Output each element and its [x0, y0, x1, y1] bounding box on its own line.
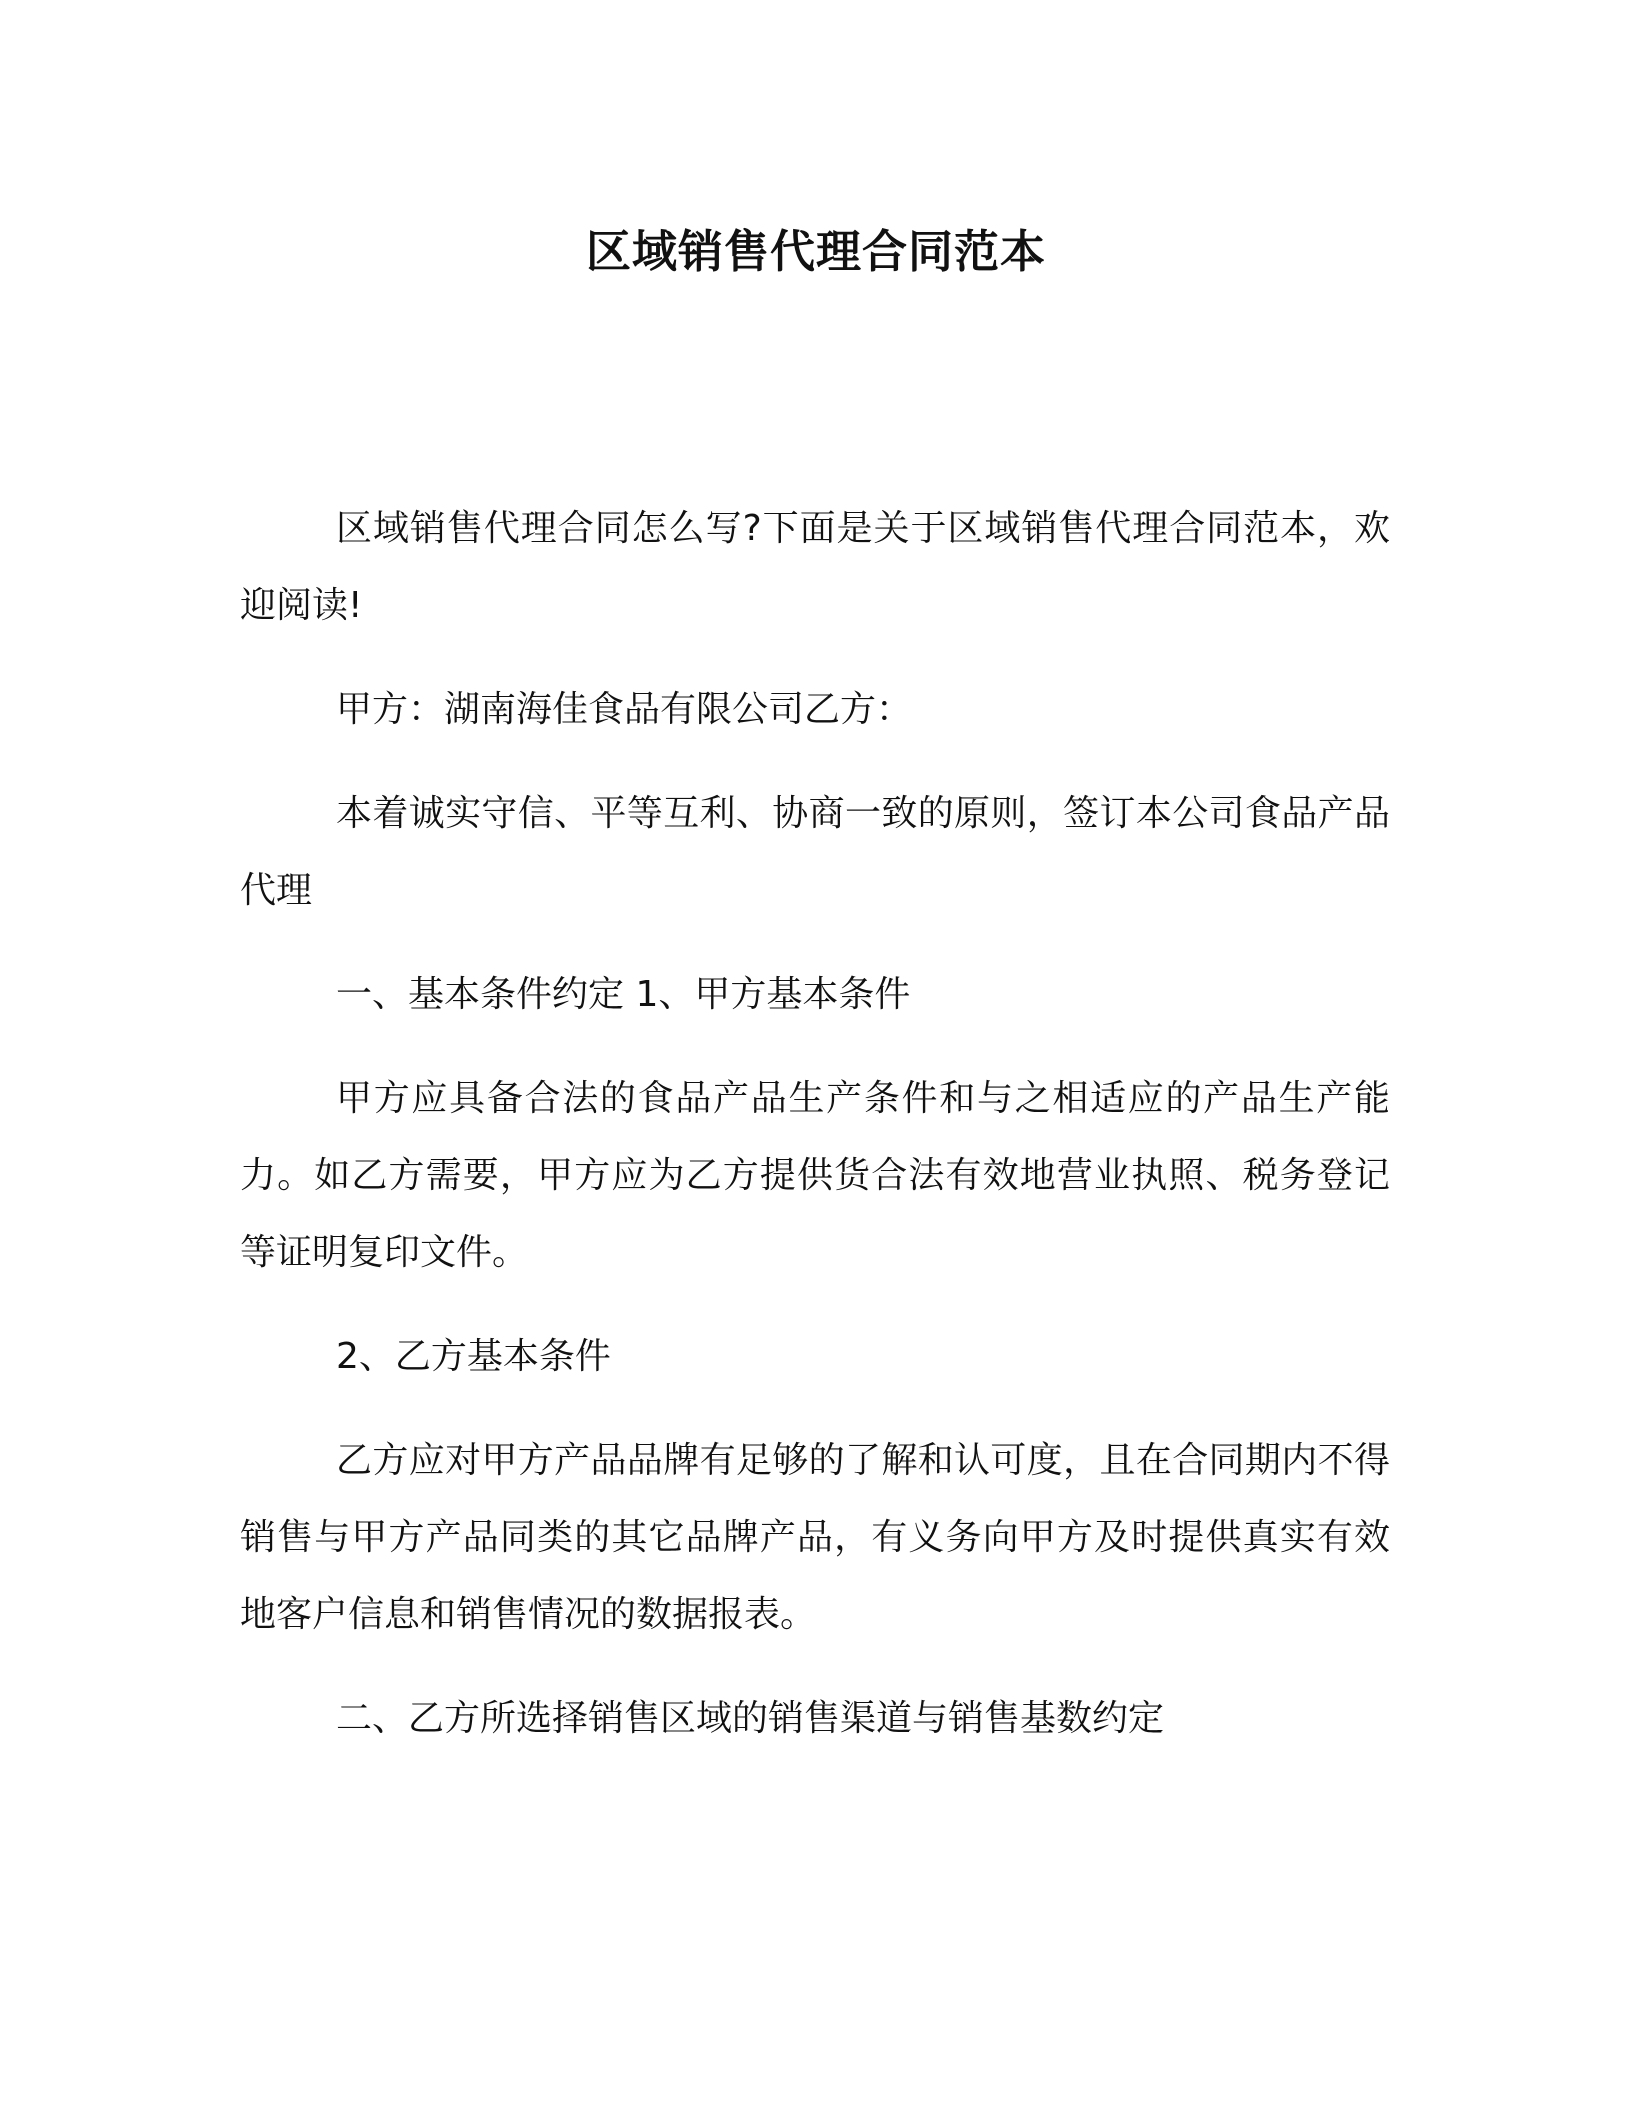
paragraph-principle: 本着诚实守信、平等互利、协商一致的原则，签订本公司食品产品代理: [240, 793, 1390, 911]
document-body: [240, 490, 1390, 1784]
subheading-party-b-conditions: 2、乙方基本条件: [336, 1336, 611, 1377]
document-title: 区域销售代理合同范本: [585, 225, 1046, 278]
paragraph-party-b-conditions: 乙方应对甲方产品品牌有足够的了解和认可度，且在合同期内不得销售与甲方产品同类的其它品牌产品，有义务向甲方及时提供真实有效地客户信息和销售情况的数据报表。: [240, 1440, 1390, 1635]
paragraph-parties: 甲方：湖南海佳食品有限公司乙方：: [336, 689, 913, 730]
paragraph-party-a-conditions: 甲方应具备合法的食品产品生产条件和与之相适应的产品生产能力。如乙方需要，甲方应为乙方提供货合法有效地营业执照、税务登记等证明复印文件。: [240, 1078, 1390, 1273]
section-heading-sales-channels: 二、乙方所选择销售区域的销售渠道与销售基数约定: [336, 1698, 1165, 1739]
paragraph-intro: 区域销售代理合同怎么写?下面是关于区域销售代理合同范本，欢迎阅读!: [240, 508, 1390, 626]
section-heading-basic-conditions: 一、基本条件约定 1、甲方基本条件: [336, 974, 911, 1015]
